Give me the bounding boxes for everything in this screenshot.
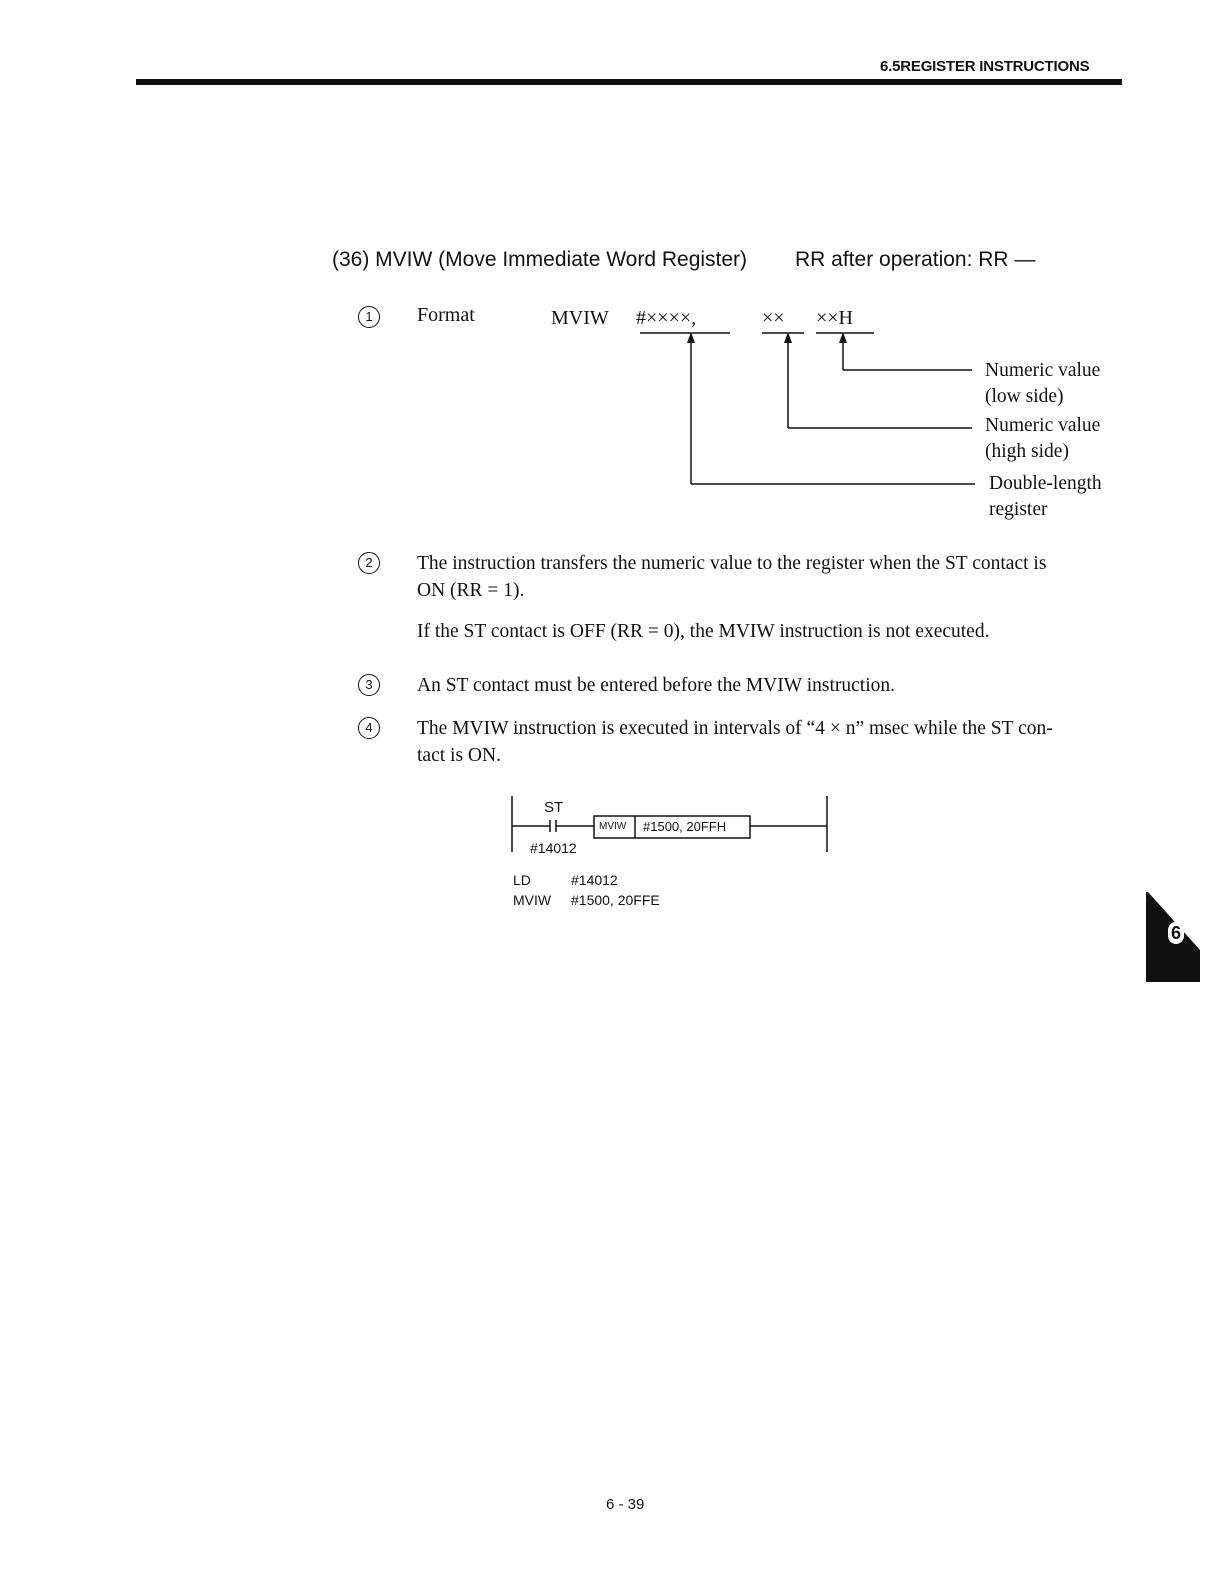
running-header: 6.5REGISTER INSTRUCTIONS (880, 58, 1090, 75)
callout-low-line1: Numeric value (985, 360, 1101, 381)
ladder-box-op: MVIW (599, 821, 627, 832)
callout-high-line1: Numeric value (985, 415, 1101, 436)
item-2-line-1: The instruction transfers the numeric value to the register when the ST contact is (417, 553, 1047, 574)
ladder-box-arg: #1500, 20FFH (643, 819, 727, 834)
code-op: LD (513, 872, 531, 888)
item-4-line-2: tact is ON. (417, 745, 501, 766)
item-3-text: An ST contact must be entered before the MVIW instruction. (417, 675, 895, 696)
code-line (513, 890, 660, 910)
item-4-text (417, 715, 1127, 769)
code-arg: #14012 (571, 872, 618, 888)
section-title: (36) MVIW (Move Immediate Word Register) (332, 248, 748, 271)
callout-low-line2: (low side) (985, 386, 1064, 407)
callout-register-line1: Double-length (989, 473, 1102, 494)
code-op: MVIW (513, 892, 552, 908)
code-listing (513, 870, 660, 910)
code-arg: #1500, 20FFE (571, 892, 660, 908)
item-4-line-1: The MVIW instruction is executed in intervals of “4 × n” msec while the ST con- (417, 718, 1053, 739)
format-mnemonic: MVIW (551, 307, 609, 329)
item-number-2: 2 (358, 552, 380, 574)
callout-high-line2: (high side) (985, 441, 1069, 462)
format-label: Format (417, 304, 475, 326)
ladder-contact-label: ST (544, 799, 564, 816)
item-2-text (417, 550, 1127, 604)
format-operand-high: ×× (762, 307, 785, 329)
format-operand-low: ××H (816, 307, 854, 329)
item-2-extra: If the ST contact is OFF (RR = 0), the MVIW instruction is not executed. (417, 621, 990, 642)
format-operand-register: #××××, (636, 307, 697, 329)
item-number-4: 4 (358, 717, 380, 739)
rr-after-operation: RR after operation: RR — (795, 248, 1036, 271)
callout-register-line2: register (989, 499, 1048, 520)
chapter-tab-number: 6 (1168, 922, 1184, 944)
item-2-line-2: ON (RR = 1). (417, 580, 525, 601)
item-number-1: 1 (358, 306, 380, 328)
item-number-3: 3 (358, 674, 380, 696)
page-number: 6 - 39 (606, 1496, 645, 1513)
code-line (513, 870, 660, 890)
ladder-contact-address: #14012 (530, 840, 577, 856)
